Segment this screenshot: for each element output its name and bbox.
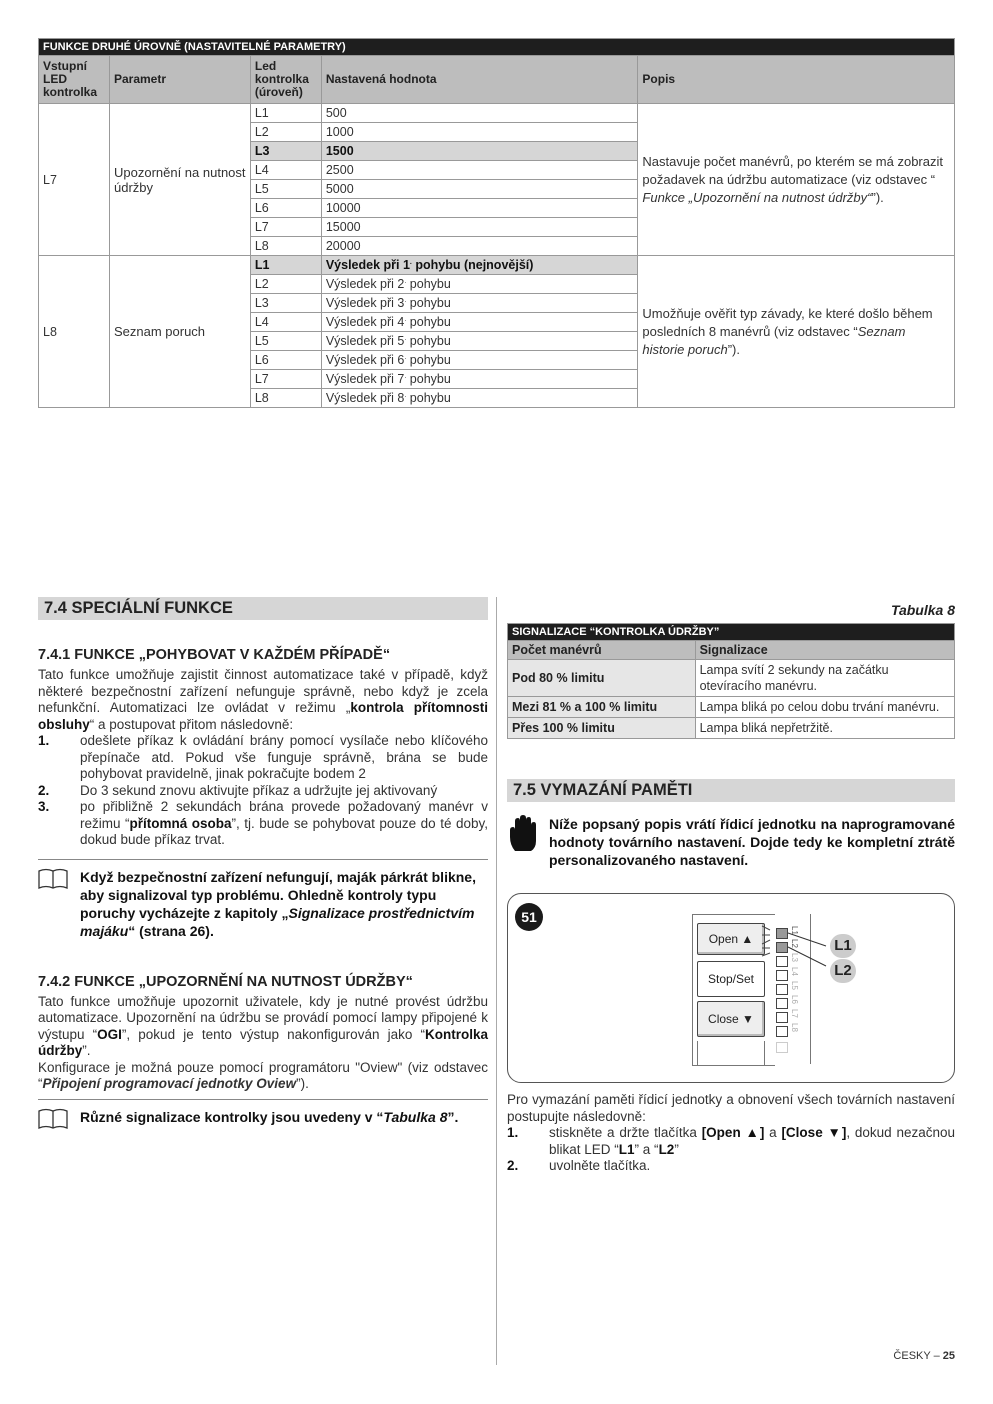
- level-cell: L3: [250, 294, 321, 313]
- paragraph: Konfigurace je možná pouze pomocí programátoru "Oview" (viz odstavec “Připojení programovací jednotky Oview”).: [38, 1059, 488, 1091]
- value-cell: Výsledek při 7. pohybu: [321, 370, 638, 389]
- level-cell: L5: [250, 332, 321, 351]
- header-parameter: Parametr: [109, 56, 250, 104]
- callout-l1: L1: [830, 934, 856, 958]
- note-text: Různé signalizace kontrolky jsou uvedeny v “Tabulka 8”.: [80, 1108, 459, 1125]
- stopset-button[interactable]: Stop/Set: [697, 961, 765, 997]
- count-cell: Mezi 81 % a 100 % limitu: [508, 697, 696, 718]
- list-item: 2. uvolněte tlačítka.: [507, 1158, 651, 1173]
- signal-cell: Lampa bliká po celou dobu trvání manévru.: [695, 697, 954, 718]
- value-cell: Výsledek při 6. pohybu: [321, 351, 638, 370]
- count-cell: Přes 100 % limitu: [508, 718, 696, 739]
- header-value: Nastavená hodnota: [321, 56, 638, 104]
- value-cell: Výsledek při 2. pohybu: [321, 275, 638, 294]
- page-footer: ČESKY – 25: [893, 1350, 955, 1362]
- led-label: L1: [790, 926, 799, 935]
- value-cell: Výsledek při 8. pohybu: [321, 389, 638, 408]
- figure-number: 51: [515, 903, 543, 931]
- level-cell: L7: [250, 370, 321, 389]
- list-item: 1. odešlete příkaz k ovládání brány pomocí vysílače nebo klíčového přepínače atd. Pokud vše funguje správně, brána se bude pohybovat pravidelně, jinak pokračujte bodem 2: [38, 733, 488, 781]
- led-label: L6: [790, 995, 799, 1004]
- led-label: L8: [790, 1023, 799, 1032]
- note-text: Když bezpečnostní zařízení nefungují, maják párkrát blikne, aby signalizoval typ problému. Ohledně kontroly typu poruchy vycházejte z kapitoly „Signalizace prostřednictvím majáku“ (strana 26).: [80, 868, 476, 939]
- value-cell: 1000: [321, 123, 638, 142]
- value-cell: Výsledek při 4. pohybu: [321, 313, 638, 332]
- level-cell: L8: [250, 389, 321, 408]
- note-box: [38, 859, 488, 940]
- input-led-cell: L7: [39, 104, 110, 256]
- value-cell: Výsledek při 3. pohybu: [321, 294, 638, 313]
- value-cell: 15000: [321, 218, 638, 237]
- led-label: L3: [790, 953, 799, 962]
- subsection-title-741: 7.4.1 FUNKCE „POHYBOVAT V KAŽDÉM PŘÍPADĚ“: [38, 647, 391, 663]
- value-cell: 10000: [321, 199, 638, 218]
- open-button[interactable]: Open ▲: [697, 923, 765, 955]
- book-icon: [38, 868, 68, 890]
- list-item: 3. po přibližně 2 sekundách brána provede požadovaný manévr v režimu “přítomná osoba”, tj. bude se pohybovat pouze do té doby, dokud bude příkaz trvat.: [38, 799, 488, 847]
- column-divider: [496, 597, 497, 1365]
- level-cell: L1: [250, 104, 321, 123]
- description-cell: Nastavuje počet manévrů, po kterém se má zobrazit požadavek na údržbu automatizace (viz odstavec “ Funkce „Upozornění na nutnost údržby“”).: [638, 104, 955, 256]
- value-cell: Výsledek při 1. pohybu (nejnovější): [321, 256, 638, 275]
- section-7-5-body: [507, 1092, 955, 1175]
- signal-cell: Lampa bliká nepřetržitě.: [695, 718, 954, 739]
- value-cell: 20000: [321, 237, 638, 256]
- maintenance-signal-table: [507, 623, 955, 739]
- section-title: 7.4 SPECIÁLNÍ FUNKCE: [38, 597, 488, 620]
- header-signal: Signalizace: [695, 641, 954, 660]
- table-title: SIGNALIZACE “KONTROLKA ÚDRŽBY”: [508, 624, 955, 641]
- list-item: 2. Do 3 sekund znovu aktivujte příkaz a udržujte jej aktivovaný: [38, 782, 438, 798]
- value-cell: 500: [321, 104, 638, 123]
- note-box: [38, 1099, 488, 1130]
- figure-51: [507, 893, 955, 1083]
- table-row-highlighted: [39, 256, 955, 275]
- value-cell: Výsledek při 5. pohybu: [321, 332, 638, 351]
- paragraph: Tato funkce umožňuje upozornit uživatele, kdy je nutné provést údržbu automatizace. Upozornění na údržbu se provádí pomocí lampy připojené k výstupu “OGI”, pokud je tento výstup nakonfigurován jako “Kontrolka údržby”.: [38, 993, 488, 1058]
- description-cell: Umožňuje ověřit typ závady, ke které došlo během posledních 8 manévrů (viz odstavec “Seznam historie poruch”).: [638, 256, 955, 408]
- section-7-4: [38, 597, 488, 1130]
- header-input-led: Vstupní LED kontrolka: [39, 56, 110, 104]
- paragraph: Pro vymazání paměti řídicí jednotky a obnovení všech továrních nastavení postupujte následovně:: [507, 1092, 955, 1124]
- header-led-level: Led kontrolka (úroveň): [250, 56, 321, 104]
- paragraph: Tato funkce umožňuje zajistit činnost automatizace také v případě, když některé bezpečnostní zařízení nefunguje správně, nebo když je zcela nefunkční. Automatizaci lze ovládat v režimu „kontrola přítomnosti obsluhy“ a postupovat přitom následovně:: [38, 667, 488, 732]
- warning-box: [507, 815, 955, 869]
- header-count: Počet manévrů: [508, 641, 696, 660]
- level-cell: L2: [250, 275, 321, 294]
- led-label: L4: [790, 967, 799, 976]
- led-label: L5: [790, 981, 799, 990]
- parameter-cell: Seznam poruch: [109, 256, 250, 408]
- table-caption: Tabulka 8: [890, 602, 955, 618]
- hand-stop-icon: [507, 815, 541, 853]
- subsection-title-742: 7.4.2 FUNKCE „UPOZORNĚNÍ NA NUTNOST ÚDRŽBY“: [38, 973, 413, 990]
- warning-text: Níže popsaný popis vrátí řídicí jednotku na naprogramované hodnoty továrního nastavení. Dojde tedy ke kompletní ztrátě personalizovaného nastavení.: [549, 816, 955, 868]
- book-icon: [38, 1108, 68, 1130]
- table-row: [508, 660, 955, 697]
- table-row: [508, 697, 955, 718]
- parameter-cell: Upozornění na nutnost údržby: [109, 104, 250, 256]
- value-cell: 2500: [321, 161, 638, 180]
- level-cell: L5: [250, 180, 321, 199]
- count-cell: Pod 80 % limitu: [508, 660, 696, 697]
- level-cell: L1: [250, 256, 321, 275]
- parameters-table: [38, 38, 955, 408]
- level-cell: L2: [250, 123, 321, 142]
- led-label: L2: [790, 939, 799, 948]
- level-cell: L4: [250, 161, 321, 180]
- level-cell: L6: [250, 199, 321, 218]
- level-cell: L4: [250, 313, 321, 332]
- level-cell: L7: [250, 218, 321, 237]
- list-item: 1. stiskněte a držte tlačítka [Open ▲] a [Close ▼], dokud nezačnou blikat LED “L1” a “L2”: [507, 1125, 955, 1157]
- level-cell: L3: [250, 142, 321, 161]
- section-title-7-5: 7.5 VYMAZÁNÍ PAMĚTI: [507, 779, 955, 802]
- value-cell: 5000: [321, 180, 638, 199]
- led-label: L7: [790, 1009, 799, 1018]
- level-cell: L6: [250, 351, 321, 370]
- header-description: Popis: [638, 56, 955, 104]
- close-button[interactable]: Close ▼: [697, 1001, 765, 1037]
- signal-cell: Lampa svítí 2 sekundy na začátku otevíracího manévru.: [695, 660, 954, 697]
- level-cell: L8: [250, 237, 321, 256]
- callout-lines: [508, 894, 954, 1082]
- table-title: FUNKCE DRUHÉ ÚROVNĚ (NASTAVITELNÉ PARAMETRY): [39, 39, 955, 56]
- table-row: [508, 718, 955, 739]
- table-row: [39, 104, 955, 123]
- input-led-cell: L8: [39, 256, 110, 408]
- value-cell: 1500: [321, 142, 638, 161]
- callout-l2: L2: [830, 959, 856, 983]
